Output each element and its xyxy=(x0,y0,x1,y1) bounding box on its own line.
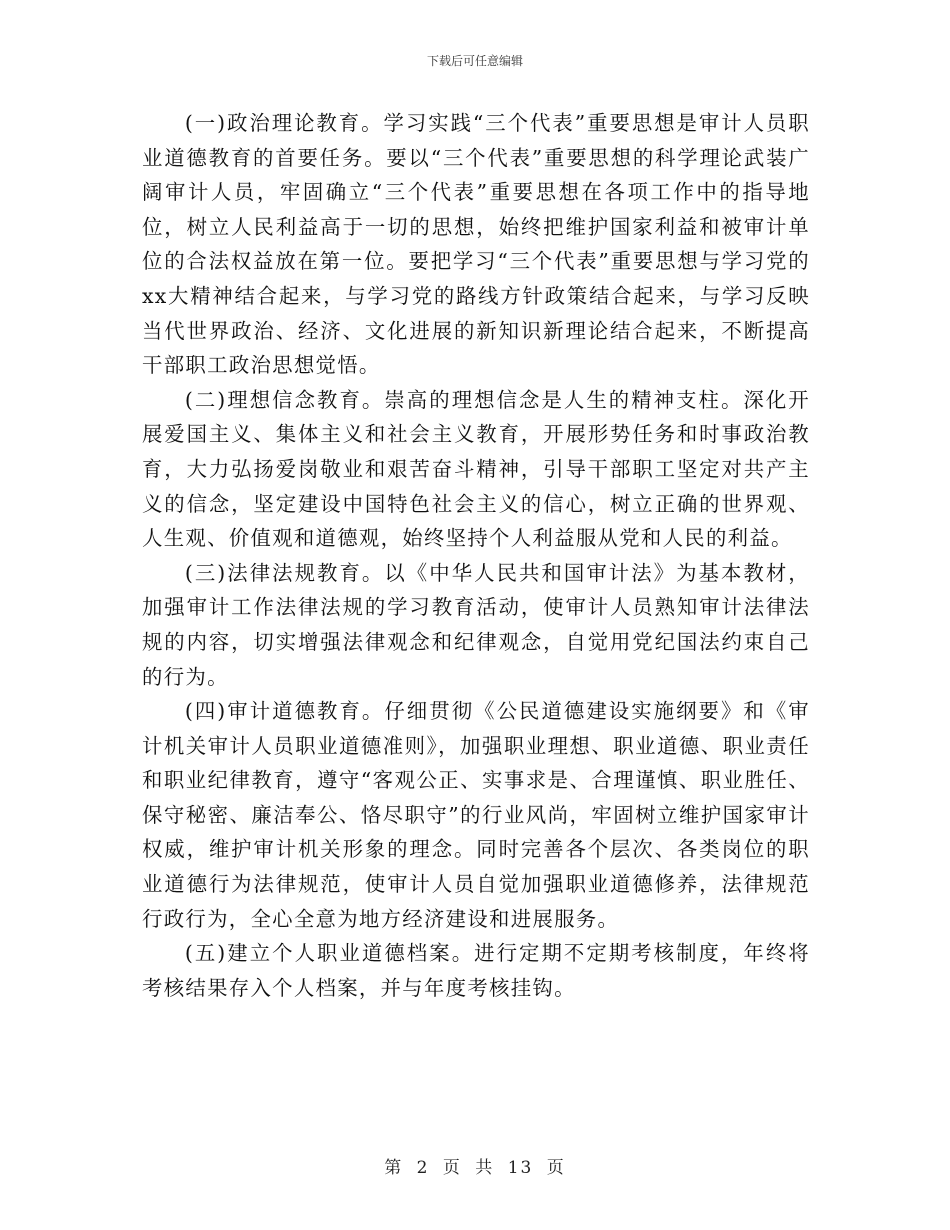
paragraph-ideals-beliefs: (二)理想信念教育。崇高的理想信念是人生的精神支柱。深化开展爱国主义、集体主义和社会主义教育，开展形势任务和时事政治教育，大力弘扬爱岗敬业和艰苦奋斗精神，引导干部职工坚定对共产主义的信念，坚定建设中国特色社会主义的信心，树立正确的世界观、人生观、价值观和道德观，始终坚持个人利益服从党和人民的利益。 xyxy=(142,387,810,551)
paragraph-laws-regulations: (三)法律法规教育。以《中华人民共和国审计法》为基本教材，加强审计工作法律法规的学习教育活动，使审计人员熟知审计法律法规的内容，切实增强法律观念和纪律观念，自觉用党纪国法约束自己的行为。 xyxy=(142,560,810,689)
paragraph-audit-ethics: (四)审计道德教育。仔细贯彻《公民道德建设实施纲要》和《审计机关审计人员职业道德准则》，加强职业理想、职业道德、职业责任和职业纪律教育，遵守“客观公正、实事求是、合理谨慎、职业胜任、保守秘密、廉洁奉公、恪尽职守”的行业风尚，牢固树立维护国家审计权威，维护审计机关形象的理念。同时完善各个层次、各类岗位的职业道德行为法律规范，使审计人员自觉加强职业道德修养，法律规范行政行为，全心全意为地方经济建设和进展服务。 xyxy=(142,699,810,931)
document-body xyxy=(142,106,810,1005)
page-header-note: 下载后可任意编辑 xyxy=(426,54,523,68)
paragraph-political-theory: (一)政治理论教育。学习实践“三个代表”重要思想是审计人员职业道德教育的首要任务。要以“三个代表”重要思想的科学理论武装广阔审计人员，牢固确立“三个代表”重要思想在各项工作中的指导地位，树立人民利益高于一切的思想，始终把维护国家利益和被审计单位的合法权益放在第一位。要把学习“三个代表”重要思想与学习党的xx大精神结合起来，与学习党的路线方针政策结合起来，与学习反映当代世界政治、经济、文化进展的新知识新理论结合起来，不断提高干部职工政治思想觉悟。 xyxy=(142,111,810,378)
paragraph-ethics-archive: (五)建立个人职业道德档案。进行定期不定期考核制度，年终将考核结果存入个人档案，并与年度考核挂钩。 xyxy=(142,941,810,1000)
page-number-footer: 第 2 页 共 13 页 xyxy=(384,1158,566,1178)
